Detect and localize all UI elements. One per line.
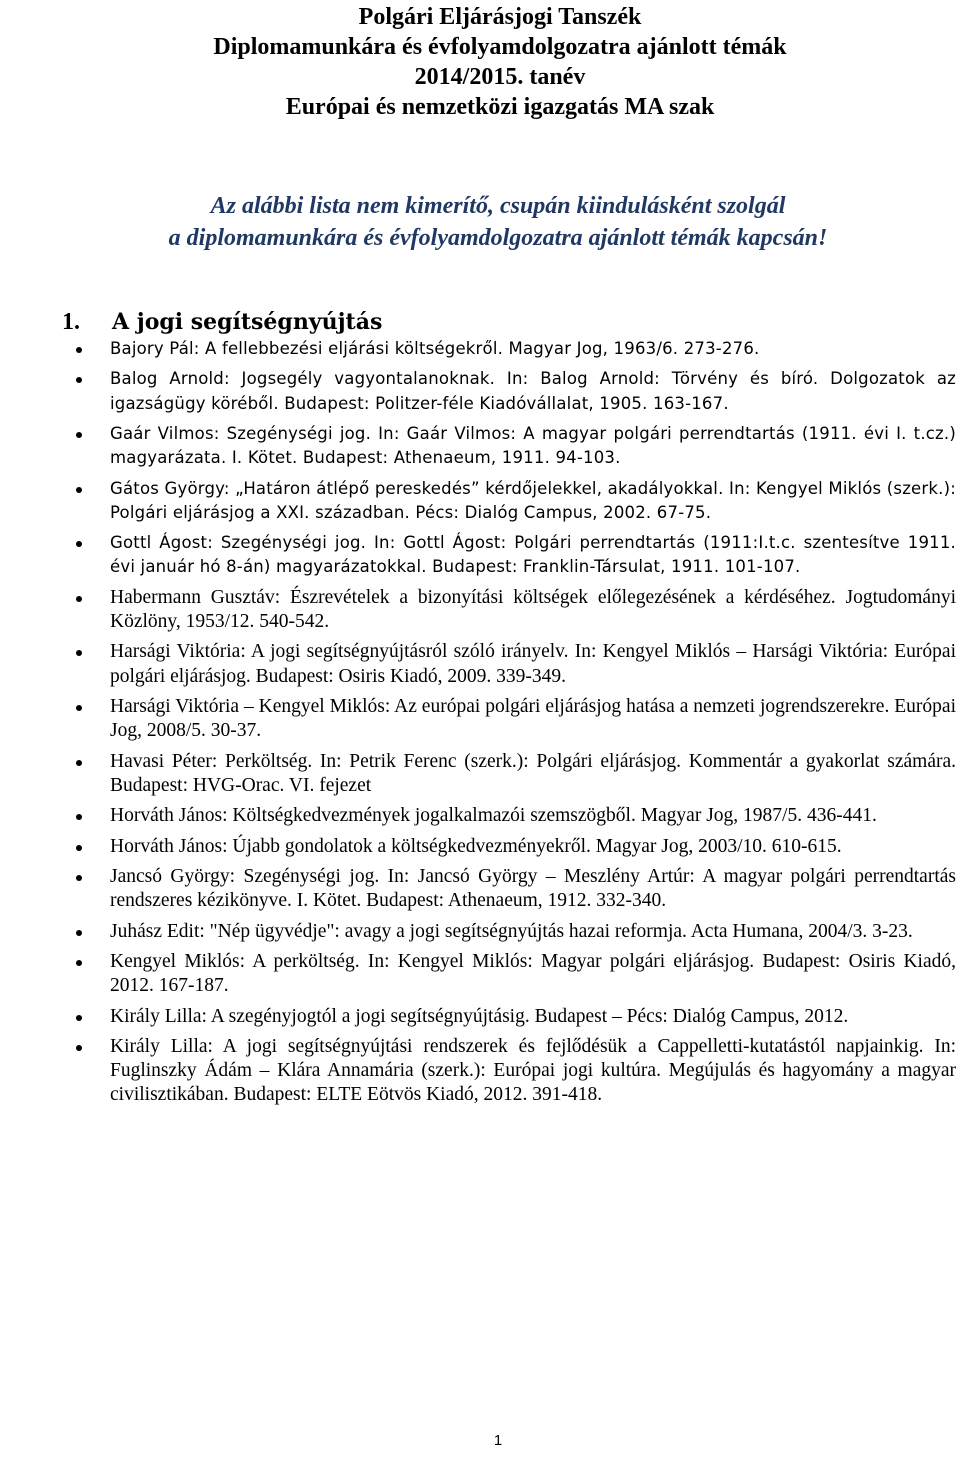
- bibliography-text: Habermann Gusztáv: Észrevételek a bizonyítási költségek előlegezésének a kérdéséhez. Jogtudományi Közlöny, 1953/12. 540-542.: [110, 586, 956, 632]
- bibliography-item: [110, 865, 956, 913]
- bullet-icon: [76, 960, 82, 966]
- intro-line-1: Az alábbi lista nem kimerítő, csupán kiindulásként szolgál: [210, 193, 786, 219]
- bibliography-text: Bajory Pál: A fellebbezési eljárási költségekről. Magyar Jog, 1963/6. 273-276.: [110, 339, 760, 358]
- bibliography-item: [110, 586, 956, 634]
- bibliography-text: Harsági Viktória – Kengyel Miklós: Az európai polgári eljárásjog hatása a nemzeti jogrendszerekre. Európai Jog, 2008/5. 30-37.: [110, 695, 956, 742]
- document-title: Diplomamunkára és évfolyamdolgozatra ajánlott témák: [213, 34, 787, 60]
- bullet-icon: [76, 930, 82, 936]
- bibliography-text: Király Lilla: A szegényjogtól a jogi segítségnyújtásig. Budapest – Pécs: Dialóg Campus, 2012.: [110, 1005, 849, 1027]
- bullet-icon: [76, 432, 82, 438]
- bibliography-text: Horváth János: Újabb gondolatok a költségkedvezményekről. Magyar Jog, 2003/10. 610-615.: [110, 835, 842, 857]
- bibliography-text: Harsági Viktória: A jogi segítségnyújtásról szóló irányelv. In: Kengyel Miklós – Harsági Viktória: Európai polgári eljárásjog. Budapest: Osiris Kiadó, 2009. 339-349.: [110, 641, 956, 687]
- bibliography-item: [110, 531, 956, 579]
- section-title: A jogi segítségnyújtás: [112, 309, 383, 335]
- bullet-icon: [76, 1045, 82, 1051]
- academic-year: 2014/2015. tanév: [414, 64, 586, 90]
- program-name: Európai és nemzetközi igazgatás MA szak: [285, 94, 715, 120]
- bibliography-list: [110, 337, 956, 1114]
- bullet-icon: [76, 814, 82, 820]
- page-number: 1: [493, 1432, 503, 1449]
- bullet-icon: [76, 487, 82, 493]
- bibliography-item: [110, 477, 956, 525]
- bibliography-item: [110, 1035, 956, 1108]
- bibliography-item: [110, 422, 956, 470]
- department-title: Polgári Eljárásjogi Tanszék: [358, 4, 642, 30]
- bibliography-item: [110, 695, 956, 743]
- bibliography-text: Kengyel Miklós: A perköltség. In: Kengyel Miklós: Magyar polgári eljárásjog. Budapest: Osiris Kiadó, 2012. 167-187.: [110, 950, 956, 997]
- bibliography-text: Gottl Ágost: Szegénységi jog. In: Gottl Ágost: Polgári perrendtartás (1911:I.t.c. szentesítve 1911. évi január hó 8-án) magyarázatokkal. Budapest: Franklin-Társulat, 1911. 101-107.: [110, 533, 956, 577]
- intro-note: [0, 190, 960, 254]
- bibliography-text: Horváth János: Költségkedvezmények jogalkalmazói szemszögből. Magyar Jog, 1987/5. 436-441.: [110, 805, 877, 827]
- bibliography-text: Juhász Edit: "Nép ügyvédje": avagy a jogi segítségnyújtás hazai reformja. Acta Humana, 2004/3. 3-23.: [110, 920, 913, 942]
- section-number: 1.: [62, 309, 80, 335]
- bullet-icon: [76, 705, 82, 711]
- bibliography-text: Király Lilla: A jogi segítségnyújtási rendszerek és fejlődésük a Cappelletti-kutatástól napjainkig. In: Fuglinszky Ádám – Klára Annamária (szerk.): Európai jogi kultúra. Megújulás és hagyomány a magyar civilisztikában. Budapest: ELTE Eötvös Kiadó, 2012. 391-418.: [110, 1035, 956, 1106]
- bibliography-item: [110, 920, 956, 944]
- bibliography-text: Gátos György: „Határon átlépő pereskedés” kérdőjelekkel, akadályokkal. In: Kengyel Miklós (szerk.): Polgári eljárásjog a XXI. században. Pécs: Dialóg Campus, 2002. 67-75.: [110, 478, 956, 522]
- bullet-icon: [76, 1015, 82, 1021]
- bullet-icon: [76, 650, 82, 656]
- bibliography-item: [110, 1005, 956, 1029]
- bibliography-text: Gaár Vilmos: Szegénységi jog. In: Gaár Vilmos: A magyar polgári perrendtartás (1911. évi I. t.cz.) magyarázata. I. Kötet. Budapest: Athenaeum, 1911. 94-103.: [110, 423, 956, 468]
- bullet-icon: [76, 845, 82, 851]
- bibliography-item: [110, 950, 956, 998]
- bullet-icon: [76, 377, 82, 383]
- bullet-icon: [76, 541, 82, 547]
- bibliography-text: Havasi Péter: Perköltség. In: Petrik Ferenc (szerk.): Polgári eljárásjog. Kommentár a gyakorlat számára. Budapest: HVG-Orac. VI. fejezet: [110, 750, 956, 796]
- bibliography-item: [110, 835, 956, 859]
- bibliography-text: Jancsó György: Szegénységi jog. In: Jancsó György – Meszlény Artúr: A magyar polgári perrendtartás rendszeres kézikönyve. I. Kötet. Budapest: Athenaeum, 1912. 332-340.: [110, 865, 956, 912]
- bullet-icon: [76, 596, 82, 602]
- document-header: [0, 2, 960, 122]
- bullet-icon: [76, 875, 82, 881]
- bibliography-item: [110, 804, 956, 828]
- bibliography-item: [110, 337, 956, 361]
- bibliography-item: [110, 367, 956, 415]
- bibliography-item: [110, 640, 956, 688]
- section-heading: [62, 306, 382, 338]
- bullet-icon: [76, 760, 82, 766]
- bullet-icon: [76, 347, 82, 353]
- intro-line-2: a diplomamunkára és évfolyamdolgozatra ajánlott témák kapcsán!: [168, 225, 828, 251]
- bibliography-item: [110, 750, 956, 798]
- bibliography-text: Balog Arnold: Jogsegély vagyontalanoknak. In: Balog Arnold: Törvény és bíró. Dolgozatok az igazságügy köréből. Budapest: Politzer-féle Kiadóvállalat, 1905. 163-167.: [110, 369, 956, 413]
